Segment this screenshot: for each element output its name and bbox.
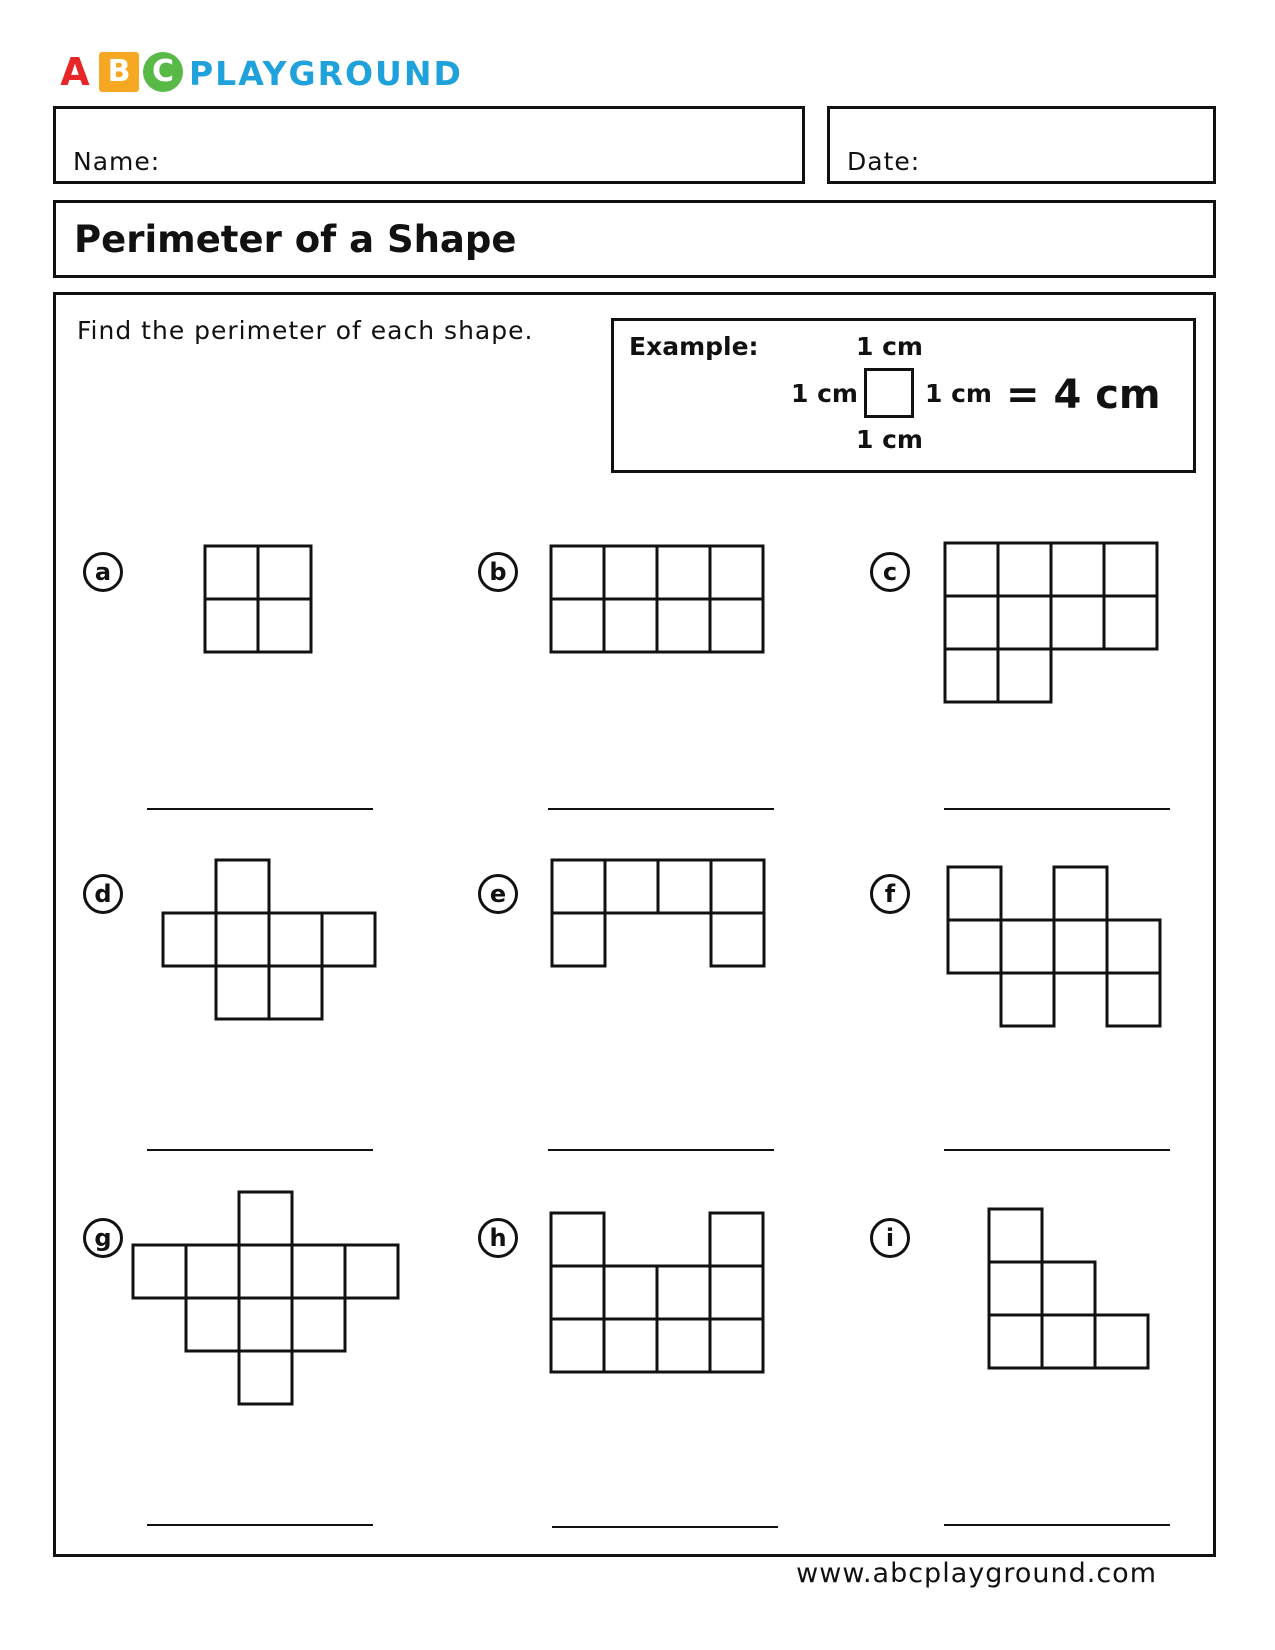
example-unit-square: [864, 368, 914, 418]
answer-line-d[interactable]: [147, 1149, 373, 1151]
unit-square: [948, 867, 1001, 920]
example-result: = 4 cm: [1006, 372, 1161, 418]
unit-square: [551, 1213, 604, 1266]
problem-label-e: e: [478, 874, 518, 914]
footer-url: www.abcplayground.com: [796, 1558, 1157, 1589]
unit-square: [657, 1319, 710, 1372]
unit-square: [948, 920, 1001, 973]
answer-line-i[interactable]: [944, 1524, 1170, 1526]
unit-square: [205, 599, 258, 652]
unit-square: [1104, 596, 1157, 649]
unit-square: [551, 546, 604, 599]
answer-line-c[interactable]: [944, 808, 1170, 810]
problem-label-h: h: [478, 1218, 518, 1258]
unit-square: [711, 913, 764, 966]
date-field[interactable]: [827, 106, 1216, 184]
answer-line-e[interactable]: [548, 1149, 774, 1151]
unit-square: [989, 1209, 1042, 1262]
logo-letter-c: C: [143, 52, 183, 92]
unit-square: [552, 860, 605, 913]
answer-line-h[interactable]: [552, 1526, 778, 1528]
unit-square: [551, 1319, 604, 1372]
answer-line-g[interactable]: [147, 1524, 373, 1526]
unit-square: [1054, 920, 1107, 973]
problem-label-b: b: [478, 552, 518, 592]
unit-square: [710, 1213, 763, 1266]
unit-square: [186, 1298, 239, 1351]
unit-square: [710, 546, 763, 599]
problem-label-f: f: [870, 874, 910, 914]
shape-f: [946, 865, 1162, 1028]
unit-square: [945, 543, 998, 596]
unit-square: [998, 649, 1051, 702]
logo-letter-b: B: [99, 52, 139, 92]
example-label: Example:: [629, 332, 759, 361]
unit-square: [186, 1245, 239, 1298]
example-top-length: 1 cm: [856, 332, 923, 361]
instruction-text: Find the perimeter of each shape.: [77, 316, 534, 345]
unit-square: [604, 1266, 657, 1319]
shape-b: [549, 544, 765, 654]
page-title: Perimeter of a Shape: [74, 218, 517, 261]
unit-square: [710, 1319, 763, 1372]
unit-square: [239, 1245, 292, 1298]
unit-square: [998, 543, 1051, 596]
unit-square: [239, 1192, 292, 1245]
unit-square: [269, 913, 322, 966]
problem-label-c: c: [870, 552, 910, 592]
unit-square: [345, 1245, 398, 1298]
unit-square: [989, 1262, 1042, 1315]
example-left-length: 1 cm: [791, 379, 858, 408]
unit-square: [163, 913, 216, 966]
unit-square: [258, 599, 311, 652]
unit-square: [551, 599, 604, 652]
logo-wordmark: PLAYGROUND: [189, 54, 463, 93]
unit-square: [658, 860, 711, 913]
unit-square: [552, 913, 605, 966]
unit-square: [657, 1266, 710, 1319]
problem-label-a: a: [83, 552, 123, 592]
unit-square: [216, 860, 269, 913]
unit-square: [945, 596, 998, 649]
shape-i: [987, 1207, 1150, 1370]
unit-square: [657, 546, 710, 599]
shape-g: [131, 1190, 400, 1406]
unit-square: [1042, 1262, 1095, 1315]
unit-square: [604, 599, 657, 652]
date-label: Date:: [847, 147, 921, 176]
unit-square: [605, 860, 658, 913]
shape-c: [943, 541, 1159, 704]
unit-square: [133, 1245, 186, 1298]
unit-square: [1104, 543, 1157, 596]
example-right-length: 1 cm: [925, 379, 992, 408]
unit-square: [551, 1266, 604, 1319]
logo-letter-a: A: [60, 50, 90, 94]
title-box: [53, 200, 1216, 278]
unit-square: [711, 860, 764, 913]
name-label: Name:: [73, 147, 161, 176]
unit-square: [1054, 867, 1107, 920]
shape-a: [203, 544, 313, 654]
unit-square: [1095, 1315, 1148, 1368]
shape-e: [550, 858, 766, 968]
unit-square: [710, 599, 763, 652]
unit-square: [239, 1351, 292, 1404]
unit-square: [322, 913, 375, 966]
problem-label-g: g: [83, 1218, 123, 1258]
unit-square: [1042, 1315, 1095, 1368]
unit-square: [1051, 596, 1104, 649]
unit-square: [1107, 920, 1160, 973]
answer-line-a[interactable]: [147, 808, 373, 810]
unit-square: [292, 1298, 345, 1351]
unit-square: [258, 546, 311, 599]
answer-line-b[interactable]: [548, 808, 774, 810]
unit-square: [604, 546, 657, 599]
example-bottom-length: 1 cm: [856, 425, 923, 454]
unit-square: [205, 546, 258, 599]
answer-line-f[interactable]: [944, 1149, 1170, 1151]
unit-square: [604, 1319, 657, 1372]
unit-square: [216, 913, 269, 966]
unit-square: [1051, 543, 1104, 596]
unit-square: [710, 1266, 763, 1319]
unit-square: [292, 1245, 345, 1298]
unit-square: [269, 966, 322, 1019]
unit-square: [989, 1315, 1042, 1368]
shape-h: [549, 1211, 765, 1374]
problem-label-i: i: [870, 1218, 910, 1258]
unit-square: [1001, 920, 1054, 973]
shape-d: [161, 858, 377, 1021]
problem-label-d: d: [83, 874, 123, 914]
unit-square: [945, 649, 998, 702]
name-field[interactable]: [53, 106, 805, 184]
unit-square: [1107, 973, 1160, 1026]
unit-square: [216, 966, 269, 1019]
unit-square: [998, 596, 1051, 649]
unit-square: [1001, 973, 1054, 1026]
unit-square: [239, 1298, 292, 1351]
unit-square: [657, 599, 710, 652]
